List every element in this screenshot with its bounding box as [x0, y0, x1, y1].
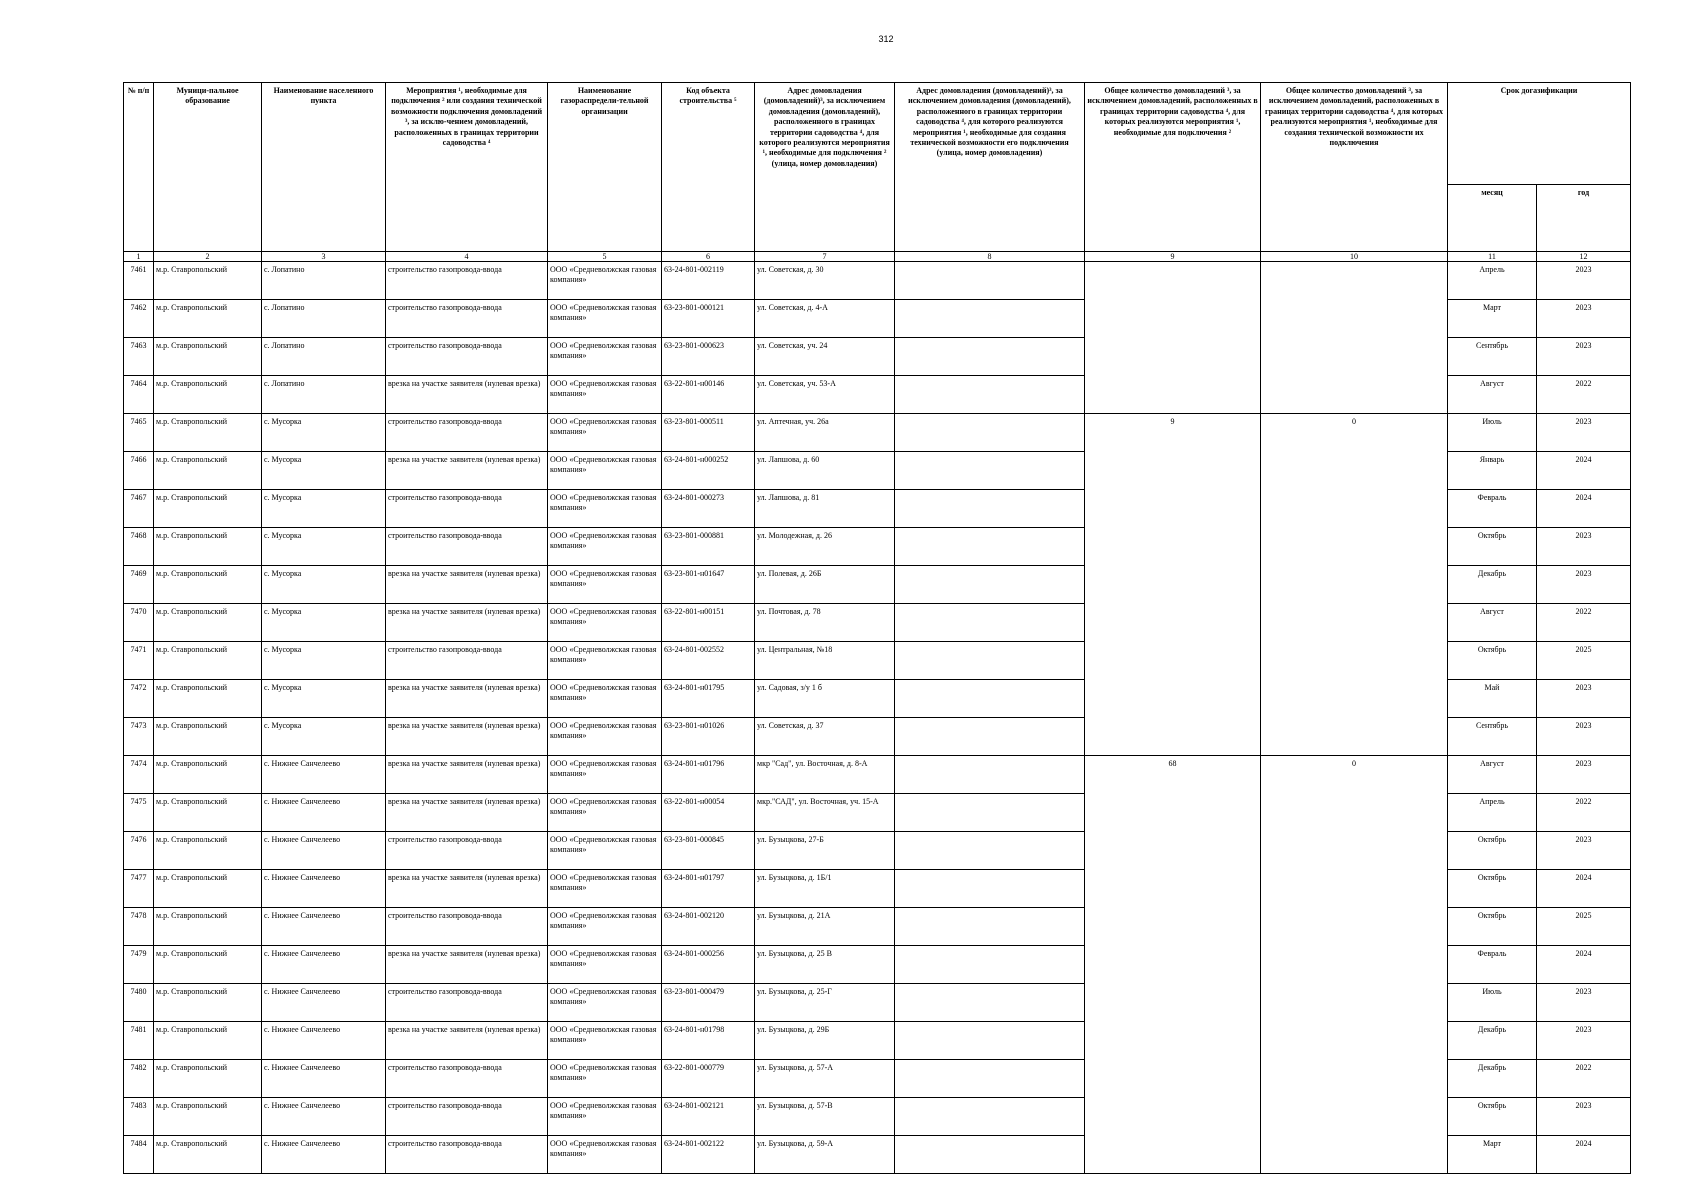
municipality-cell: м.р. Ставропольский [154, 946, 262, 984]
count-tech-cell: 0 [1261, 756, 1448, 1174]
settlement-cell: с. Лопатино [262, 300, 386, 338]
row-number: 7481 [124, 1022, 154, 1060]
year-cell: 2023 [1537, 718, 1631, 756]
settlement-cell: с. Мусорка [262, 642, 386, 680]
address-tech-cell [895, 490, 1085, 528]
month-cell: Октябрь [1448, 1098, 1537, 1136]
organization-cell: ООО «Средневолжская газовая компания» [548, 490, 662, 528]
organization-cell: ООО «Средневолжская газовая компания» [548, 984, 662, 1022]
object-code-cell: 63-22-801-н00151 [662, 604, 755, 642]
activity-cell: врезка на участке заявителя (нулевая врезка) [386, 680, 548, 718]
object-code-cell: 63-24-801-000256 [662, 946, 755, 984]
row-number: 7476 [124, 832, 154, 870]
year-cell: 2024 [1537, 452, 1631, 490]
activity-cell: врезка на участке заявителя (нулевая врезка) [386, 946, 548, 984]
header-year: год [1537, 185, 1631, 252]
year-cell: 2025 [1537, 642, 1631, 680]
column-number: 9 [1085, 252, 1261, 262]
municipality-cell: м.р. Ставропольский [154, 452, 262, 490]
year-cell: 2022 [1537, 604, 1631, 642]
municipality-cell: м.р. Ставропольский [154, 756, 262, 794]
row-number: 7472 [124, 680, 154, 718]
month-cell: Июль [1448, 414, 1537, 452]
row-number: 7474 [124, 756, 154, 794]
month-cell: Октябрь [1448, 870, 1537, 908]
organization-cell: ООО «Средневолжская газовая компания» [548, 1022, 662, 1060]
object-code-cell: 63-24-801-000273 [662, 490, 755, 528]
activity-cell: строительство газопровода-ввода [386, 984, 548, 1022]
row-number: 7462 [124, 300, 154, 338]
gasification-table [123, 82, 1631, 1174]
municipality-cell: м.р. Ставропольский [154, 262, 262, 300]
year-cell: 2023 [1537, 300, 1631, 338]
address-tech-cell [895, 984, 1085, 1022]
organization-cell: ООО «Средневолжская газовая компания» [548, 908, 662, 946]
row-number: 7477 [124, 870, 154, 908]
address-cell: ул. Бузыцкова, д. 1Б/1 [755, 870, 895, 908]
address-cell: ул. Советская, д. 37 [755, 718, 895, 756]
row-number: 7469 [124, 566, 154, 604]
column-number: 11 [1448, 252, 1537, 262]
address-cell: ул. Бузыцкова, д. 59-А [755, 1136, 895, 1174]
activity-cell: строительство газопровода-ввода [386, 414, 548, 452]
organization-cell: ООО «Средневолжская газовая компания» [548, 566, 662, 604]
settlement-cell: с. Нижнее Санчелеево [262, 908, 386, 946]
settlement-cell: с. Лопатино [262, 376, 386, 414]
settlement-cell: с. Лопатино [262, 338, 386, 376]
activity-cell: врезка на участке заявителя (нулевая врезка) [386, 566, 548, 604]
month-cell: Май [1448, 680, 1537, 718]
year-cell: 2022 [1537, 794, 1631, 832]
year-cell: 2024 [1537, 946, 1631, 984]
settlement-cell: с. Нижнее Санчелеево [262, 832, 386, 870]
header-count-connection: Общее количество домовладений ³, за исключением домовладений, расположенных в границах территории садоводства ⁴, для которых реализуются мероприятия ¹, необходимые для подключения ² [1085, 83, 1261, 252]
year-cell: 2023 [1537, 984, 1631, 1022]
address-tech-cell [895, 566, 1085, 604]
year-cell: 2022 [1537, 376, 1631, 414]
settlement-cell: с. Нижнее Санчелеево [262, 1022, 386, 1060]
row-number: 7484 [124, 1136, 154, 1174]
address-tech-cell [895, 1098, 1085, 1136]
row-number: 7467 [124, 490, 154, 528]
header-month: месяц [1448, 185, 1537, 252]
settlement-cell: с. Нижнее Санчелеево [262, 1060, 386, 1098]
activity-cell: строительство газопровода-ввода [386, 908, 548, 946]
settlement-cell: с. Мусорка [262, 452, 386, 490]
row-number: 7475 [124, 794, 154, 832]
header-deadline: Срок догазификации [1448, 83, 1631, 185]
municipality-cell: м.р. Ставропольский [154, 1098, 262, 1136]
object-code-cell: 63-22-801-н00146 [662, 376, 755, 414]
municipality-cell: м.р. Ставропольский [154, 566, 262, 604]
municipality-cell: м.р. Ставропольский [154, 984, 262, 1022]
activity-cell: строительство газопровода-ввода [386, 1098, 548, 1136]
address-cell: ул. Садовая, з/у 1 б [755, 680, 895, 718]
activity-cell: врезка на участке заявителя (нулевая врезка) [386, 376, 548, 414]
organization-cell: ООО «Средневолжская газовая компания» [548, 946, 662, 984]
header-count-tech: Общее количество домовладений ³, за исключением домовладений, расположенных в границах территории садоводства ⁴, для которых реализуются мероприятия ¹, необходимые для создания технической возможности их подключения [1261, 83, 1448, 252]
column-number: 7 [755, 252, 895, 262]
organization-cell: ООО «Средневолжская газовая компания» [548, 1098, 662, 1136]
activity-cell: строительство газопровода-ввода [386, 1136, 548, 1174]
object-code-cell: 63-22-801-000779 [662, 1060, 755, 1098]
object-code-cell: 63-24-801-002119 [662, 262, 755, 300]
object-code-cell: 63-23-801-000881 [662, 528, 755, 566]
row-number: 7463 [124, 338, 154, 376]
header-address-connection: Адрес домовладения (домовладений)³, за исключением домовладения (домовладений), расположенного в границах территории садоводства ⁴, для которого реализуются мероприятия ¹, необходимые для подключения ² (улица, номер домовладения) [755, 83, 895, 252]
organization-cell: ООО «Средневолжская газовая компания» [548, 1136, 662, 1174]
address-tech-cell [895, 262, 1085, 300]
address-cell: ул. Аптечная, уч. 26а [755, 414, 895, 452]
municipality-cell: м.р. Ставропольский [154, 832, 262, 870]
column-number: 5 [548, 252, 662, 262]
address-cell: ул. Лапшова, д. 81 [755, 490, 895, 528]
column-number: 1 [124, 252, 154, 262]
row-number: 7466 [124, 452, 154, 490]
year-cell: 2024 [1537, 870, 1631, 908]
header-settlement: Наименование населенного пункта [262, 83, 386, 252]
year-cell: 2023 [1537, 262, 1631, 300]
organization-cell: ООО «Средневолжская газовая компания» [548, 604, 662, 642]
address-cell: ул. Полевая, д. 26Б [755, 566, 895, 604]
address-tech-cell [895, 946, 1085, 984]
object-code-cell: 63-23-801-000511 [662, 414, 755, 452]
year-cell: 2023 [1537, 528, 1631, 566]
address-cell: ул. Бузыцкова, д. 29Б [755, 1022, 895, 1060]
address-cell: ул. Центральная, №18 [755, 642, 895, 680]
month-cell: Июль [1448, 984, 1537, 1022]
organization-cell: ООО «Средневолжская газовая компания» [548, 870, 662, 908]
settlement-cell: с. Нижнее Санчелеево [262, 946, 386, 984]
settlement-cell: с. Мусорка [262, 718, 386, 756]
activity-cell: врезка на участке заявителя (нулевая врезка) [386, 1022, 548, 1060]
object-code-cell: 63-24-801-002121 [662, 1098, 755, 1136]
activity-cell: строительство газопровода-ввода [386, 300, 548, 338]
municipality-cell: м.р. Ставропольский [154, 376, 262, 414]
month-cell: Март [1448, 300, 1537, 338]
activity-cell: строительство газопровода-ввода [386, 262, 548, 300]
row-number: 7479 [124, 946, 154, 984]
count-connection-cell: 68 [1085, 756, 1261, 1174]
address-cell: ул. Бузыцкова, д. 25 В [755, 946, 895, 984]
row-number: 7478 [124, 908, 154, 946]
object-code-cell: 63-24-801-н000252 [662, 452, 755, 490]
address-tech-cell [895, 604, 1085, 642]
municipality-cell: м.р. Ставропольский [154, 1060, 262, 1098]
object-code-cell: 63-24-801-н01796 [662, 756, 755, 794]
month-cell: Апрель [1448, 794, 1537, 832]
month-cell: Февраль [1448, 490, 1537, 528]
address-tech-cell [895, 300, 1085, 338]
address-tech-cell [895, 832, 1085, 870]
count-connection-cell: 9 [1085, 414, 1261, 756]
object-code-cell: 63-23-801-н01026 [662, 718, 755, 756]
row-number: 7470 [124, 604, 154, 642]
address-tech-cell [895, 1022, 1085, 1060]
object-code-cell: 63-23-801-000845 [662, 832, 755, 870]
year-cell: 2023 [1537, 832, 1631, 870]
organization-cell: ООО «Средневолжская газовая компания» [548, 300, 662, 338]
address-cell: ул. Советская, уч. 53-А [755, 376, 895, 414]
row-number: 7480 [124, 984, 154, 1022]
address-cell: ул. Бузыцкова, д. 25-Г [755, 984, 895, 1022]
activity-cell: строительство газопровода-ввода [386, 528, 548, 566]
address-cell: мкр "Сад", ул. Восточная, д. 8-А [755, 756, 895, 794]
header-municipality: Муници-пальное образование [154, 83, 262, 252]
row-number: 7473 [124, 718, 154, 756]
address-cell: ул. Советская, д. 4-А [755, 300, 895, 338]
municipality-cell: м.р. Ставропольский [154, 794, 262, 832]
row-number: 7471 [124, 642, 154, 680]
address-tech-cell [895, 376, 1085, 414]
object-code-cell: 63-24-801-002122 [662, 1136, 755, 1174]
settlement-cell: с. Нижнее Санчелеево [262, 1136, 386, 1174]
month-cell: Октябрь [1448, 528, 1537, 566]
address-tech-cell [895, 756, 1085, 794]
year-cell: 2022 [1537, 1060, 1631, 1098]
organization-cell: ООО «Средневолжская газовая компания» [548, 718, 662, 756]
address-tech-cell [895, 680, 1085, 718]
month-cell: Август [1448, 604, 1537, 642]
municipality-cell: м.р. Ставропольский [154, 718, 262, 756]
municipality-cell: м.р. Ставропольский [154, 604, 262, 642]
organization-cell: ООО «Средневолжская газовая компания» [548, 262, 662, 300]
table-body [124, 252, 1631, 1174]
organization-cell: ООО «Средневолжская газовая компания» [548, 794, 662, 832]
month-cell: Октябрь [1448, 832, 1537, 870]
month-cell: Август [1448, 376, 1537, 414]
address-tech-cell [895, 1060, 1085, 1098]
header-number: № п/п [124, 83, 154, 252]
settlement-cell: с. Мусорка [262, 528, 386, 566]
settlement-cell: с. Лопатино [262, 262, 386, 300]
address-cell: ул. Советская, д. 30 [755, 262, 895, 300]
activity-cell: врезка на участке заявителя (нулевая врезка) [386, 604, 548, 642]
table-row [124, 414, 1631, 452]
year-cell: 2023 [1537, 680, 1631, 718]
municipality-cell: м.р. Ставропольский [154, 680, 262, 718]
activity-cell: строительство газопровода-ввода [386, 1060, 548, 1098]
municipality-cell: м.р. Ставропольский [154, 1136, 262, 1174]
row-number: 7483 [124, 1098, 154, 1136]
municipality-cell: м.р. Ставропольский [154, 908, 262, 946]
month-cell: Март [1448, 1136, 1537, 1174]
page-number: 312 [878, 34, 894, 44]
activity-cell: врезка на участке заявителя (нулевая врезка) [386, 452, 548, 490]
object-code-cell: 63-24-801-002552 [662, 642, 755, 680]
year-cell: 2023 [1537, 566, 1631, 604]
settlement-cell: с. Нижнее Санчелеево [262, 1098, 386, 1136]
year-cell: 2024 [1537, 1136, 1631, 1174]
column-number-row [124, 252, 1631, 262]
municipality-cell: м.р. Ставропольский [154, 338, 262, 376]
year-cell: 2024 [1537, 490, 1631, 528]
month-cell: Апрель [1448, 262, 1537, 300]
year-cell: 2023 [1537, 1022, 1631, 1060]
address-tech-cell [895, 908, 1085, 946]
object-code-cell: 63-22-801-н00054 [662, 794, 755, 832]
month-cell: Октябрь [1448, 908, 1537, 946]
row-number: 7465 [124, 414, 154, 452]
header-gas-organization: Наименование газораспредели-тельной организации [548, 83, 662, 252]
row-number: 7461 [124, 262, 154, 300]
address-cell: ул. Лапшова, д. 60 [755, 452, 895, 490]
address-cell: ул. Бузыцкова, д. 57-В [755, 1098, 895, 1136]
row-number: 7482 [124, 1060, 154, 1098]
address-cell: ул. Бузыцкова, д. 57-А [755, 1060, 895, 1098]
activity-cell: строительство газопровода-ввода [386, 642, 548, 680]
count-connection-cell [1085, 262, 1261, 414]
settlement-cell: с. Нижнее Санчелеево [262, 756, 386, 794]
object-code-cell: 63-24-801-н01798 [662, 1022, 755, 1060]
activity-cell: строительство газопровода-ввода [386, 338, 548, 376]
column-number: 8 [895, 252, 1085, 262]
settlement-cell: с. Мусорка [262, 566, 386, 604]
settlement-cell: с. Мусорка [262, 490, 386, 528]
object-code-cell: 63-24-801-002120 [662, 908, 755, 946]
activity-cell: врезка на участке заявителя (нулевая врезка) [386, 756, 548, 794]
activity-cell: врезка на участке заявителя (нулевая врезка) [386, 870, 548, 908]
municipality-cell: м.р. Ставропольский [154, 490, 262, 528]
organization-cell: ООО «Средневолжская газовая компания» [548, 1060, 662, 1098]
month-cell: Август [1448, 756, 1537, 794]
month-cell: Сентябрь [1448, 338, 1537, 376]
address-cell: ул. Молодежная, д. 26 [755, 528, 895, 566]
activity-cell: врезка на участке заявителя (нулевая врезка) [386, 794, 548, 832]
organization-cell: ООО «Средневолжская газовая компания» [548, 832, 662, 870]
header-address-tech: Адрес домовладения (домовладений)³, за исключением домовладения (домовладений), расположенного в границах территории садоводства ⁴, для которого реализуются мероприятия ¹, необходимые для создания технической возможности его подключения (улица, номер домовладения) [895, 83, 1085, 252]
organization-cell: ООО «Средневолжская газовая компания» [548, 414, 662, 452]
settlement-cell: с. Нижнее Санчелеево [262, 870, 386, 908]
settlement-cell: с. Нижнее Санчелеево [262, 794, 386, 832]
address-tech-cell [895, 338, 1085, 376]
activity-cell: врезка на участке заявителя (нулевая врезка) [386, 718, 548, 756]
year-cell: 2025 [1537, 908, 1631, 946]
column-number: 3 [262, 252, 386, 262]
column-number: 4 [386, 252, 548, 262]
object-code-cell: 63-24-801-н01797 [662, 870, 755, 908]
address-cell: ул. Почтовая, д. 78 [755, 604, 895, 642]
address-tech-cell [895, 452, 1085, 490]
settlement-cell: с. Мусорка [262, 414, 386, 452]
year-cell: 2023 [1537, 338, 1631, 376]
address-tech-cell [895, 718, 1085, 756]
settlement-cell: с. Мусорка [262, 680, 386, 718]
address-tech-cell [895, 794, 1085, 832]
activity-cell: строительство газопровода-ввода [386, 490, 548, 528]
table-row [124, 262, 1631, 300]
column-number: 2 [154, 252, 262, 262]
header-activities: Мероприятия ¹, необходимые для подключения ² или создания технической возможности подключения домовладений ³, за исклю-чением домовладений, расположенных в границах территории садоводства ⁴ [386, 83, 548, 252]
address-tech-cell [895, 1136, 1085, 1174]
address-tech-cell [895, 870, 1085, 908]
municipality-cell: м.р. Ставропольский [154, 300, 262, 338]
address-cell: ул. Советская, уч. 24 [755, 338, 895, 376]
municipality-cell: м.р. Ставропольский [154, 870, 262, 908]
organization-cell: ООО «Средневолжская газовая компания» [548, 376, 662, 414]
month-cell: Февраль [1448, 946, 1537, 984]
address-tech-cell [895, 414, 1085, 452]
count-tech-cell: 0 [1261, 414, 1448, 756]
count-tech-cell [1261, 262, 1448, 414]
address-tech-cell [895, 642, 1085, 680]
address-cell: ул. Бузыцкова, 27-Б [755, 832, 895, 870]
address-cell: ул. Бузыцкова, д. 21А [755, 908, 895, 946]
organization-cell: ООО «Средневолжская газовая компания» [548, 756, 662, 794]
organization-cell: ООО «Средневолжская газовая компания» [548, 452, 662, 490]
column-number: 6 [662, 252, 755, 262]
month-cell: Декабрь [1448, 566, 1537, 604]
address-cell: мкр."САД", ул. Восточная, уч. 15-А [755, 794, 895, 832]
header-object-code: Код объекта строительства ⁵ [662, 83, 755, 252]
municipality-cell: м.р. Ставропольский [154, 414, 262, 452]
object-code-cell: 63-23-801-000623 [662, 338, 755, 376]
organization-cell: ООО «Средневолжская газовая компания» [548, 642, 662, 680]
activity-cell: строительство газопровода-ввода [386, 832, 548, 870]
organization-cell: ООО «Средневолжская газовая компания» [548, 680, 662, 718]
organization-cell: ООО «Средневолжская газовая компания» [548, 528, 662, 566]
month-cell: Январь [1448, 452, 1537, 490]
settlement-cell: с. Нижнее Санчелеево [262, 984, 386, 1022]
column-number: 10 [1261, 252, 1448, 262]
municipality-cell: м.р. Ставропольский [154, 1022, 262, 1060]
month-cell: Декабрь [1448, 1060, 1537, 1098]
row-number: 7468 [124, 528, 154, 566]
object-code-cell: 63-23-801-000121 [662, 300, 755, 338]
address-tech-cell [895, 528, 1085, 566]
month-cell: Октябрь [1448, 642, 1537, 680]
object-code-cell: 63-24-801-н01795 [662, 680, 755, 718]
organization-cell: ООО «Средневолжская газовая компания» [548, 338, 662, 376]
month-cell: Декабрь [1448, 1022, 1537, 1060]
table-row [124, 756, 1631, 794]
year-cell: 2023 [1537, 1098, 1631, 1136]
municipality-cell: м.р. Ставропольский [154, 642, 262, 680]
row-number: 7464 [124, 376, 154, 414]
year-cell: 2023 [1537, 756, 1631, 794]
column-number: 12 [1537, 252, 1631, 262]
object-code-cell: 63-23-801-000479 [662, 984, 755, 1022]
object-code-cell: 63-23-801-н01647 [662, 566, 755, 604]
municipality-cell: м.р. Ставропольский [154, 528, 262, 566]
month-cell: Сентябрь [1448, 718, 1537, 756]
settlement-cell: с. Мусорка [262, 604, 386, 642]
year-cell: 2023 [1537, 414, 1631, 452]
